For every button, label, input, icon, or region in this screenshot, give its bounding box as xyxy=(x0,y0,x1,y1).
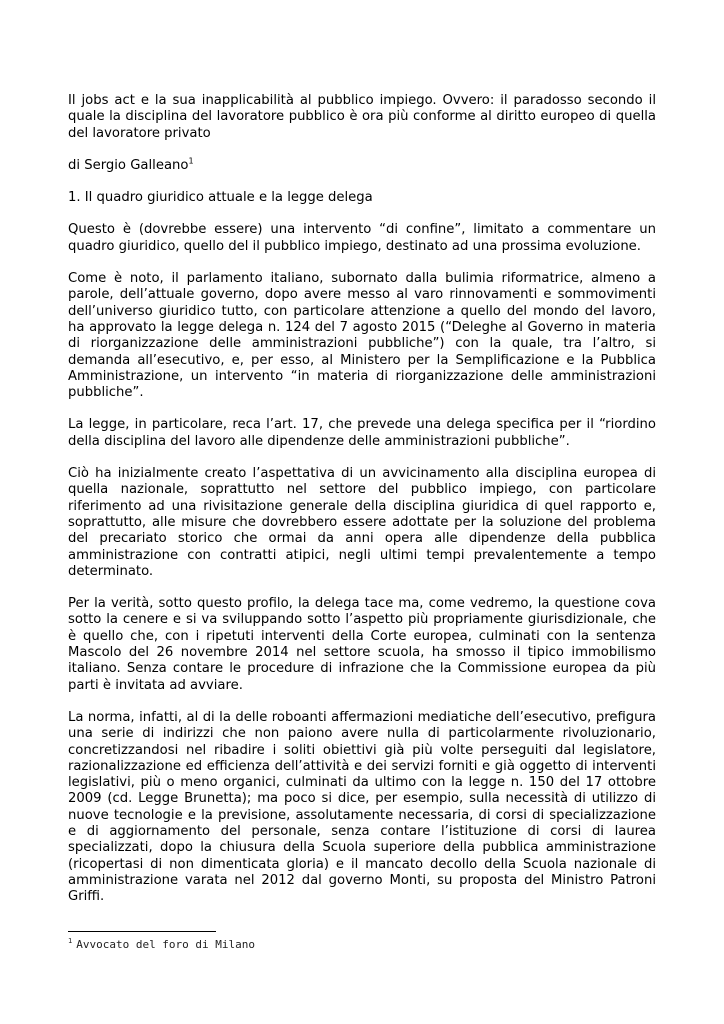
footnote-reference[interactable]: 1 xyxy=(188,156,194,166)
footnote xyxy=(68,938,656,952)
author-line xyxy=(68,158,656,174)
author-name: di Sergio Galleano xyxy=(68,157,189,173)
section-heading: 1. Il quadro giuridico attuale e la legge delega xyxy=(68,190,373,206)
footnote-separator xyxy=(68,931,216,932)
paragraph: Come è noto, il parlamento italiano, subornato dalla bulimia riformatrice, almeno a parole, dell’attuale governo, dopo avere messo al varo rinnovamenti e sommovimenti dell’universo giuridico tutto, con particolare attenzione a quello del mondo del lavoro, ha approvato la legge delega n. 124 del 7 agosto 2015 (“Deleghe al Governo in materia di riorganizzazione delle amministrazioni pubbliche”) con la quale, tra l’altro, si demanda all’esecutivo, e, per esso, al Ministero per la Semplificazione e la Pubblica Amministrazione, un intervento “in materia di riorganizzazione delle amministrazioni pubbliche”. xyxy=(68,271,656,401)
paragraph: La norma, infatti, al di la delle roboanti affermazioni mediatiche dell’esecutivo, prefigura una serie di indirizzi che non paiono avere nulla di particolarmente rivoluzionario, concretizzandosi nel ribadire i soliti obiettivi già più volte perseguiti dal legislatore, razionalizzazione ed efficienza dell’attività e dei servizi forniti e già oggetto di interventi legislativi, più o meno organici, culminati da ultimo con la legge n. 150 del 17 ottobre 2009 (cd. Legge Brunetta); ma poco si dice, per esempio, sulla necessità di utilizzo di nuove tecnologie e la previsione, assolutamente necessaria, di corsi di specializzazione e di aggiornamento del personale, senza contare l’istituzione di corsi di laurea specializzati, dopo la chiusura della Scuola superiore della pubblica amministrazione (ricopertasi di non dimenticata gloria) e il mancato decollo della Scuola nazionale di amministrazione varata nel 2012 dal governo Monti, su proposta del Ministro Patroni Griffi. xyxy=(68,709,656,905)
paragraph: La legge, in particolare, reca l’art. 17, che prevede una delega specifica per il “riordino della disciplina del lavoro alle dipendenze delle amministrazioni pubbliche”. xyxy=(68,417,656,449)
paragraph: Per la verità, sotto questo profilo, la delega tace ma, come vedremo, la questione cova sotto la cenere e si va sviluppando sotto l’aspetto più propriamente giurisdizionale, che è quello che, con i ripetuti interventi della Corte europea, culminati con la sentenza Mascolo del 26 novembre 2014 nel settore scuola, ha smosso il tipico immobilismo italiano. Senza contare le procedure di infrazione che la Commissione europea da più parti è invitata ad avviare. xyxy=(68,596,656,693)
paragraph: Ciò ha inizialmente creato l’aspettativa di un avvicinamento alla disciplina europea di quella nazionale, soprattutto nel settore del pubblico impiego, con particolare riferimento ad una rivisitazione generale della disciplina giuridica di quel rapporto e, soprattutto, alle misure che dovrebbero essere adottate per la soluzione del problema del precariato storico che ormai da anni opera alle dipendenze della pubblica amministrazione con contratti atipici, negli ultimi tempi prevalentemente a tempo determinato. xyxy=(68,466,656,579)
document-title: Il jobs act e la sua inapplicabilità al pubblico impiego. Ovvero: il paradosso secondo il quale la disciplina del lavoratore pubblico è ora più conforme al diritto europeo di quella del lavoratore privato xyxy=(68,93,656,141)
document-body xyxy=(68,93,656,921)
paragraph: Questo è (dovrebbe essere) una intervento “di confine”, limitato a commentare un quadro giuridico, quello del il pubblico impiego, destinato ad una prossima evoluzione. xyxy=(68,222,656,254)
footnote-marker: 1 xyxy=(68,937,73,946)
footnote-text: Avvocato del foro di Milano xyxy=(76,938,256,951)
